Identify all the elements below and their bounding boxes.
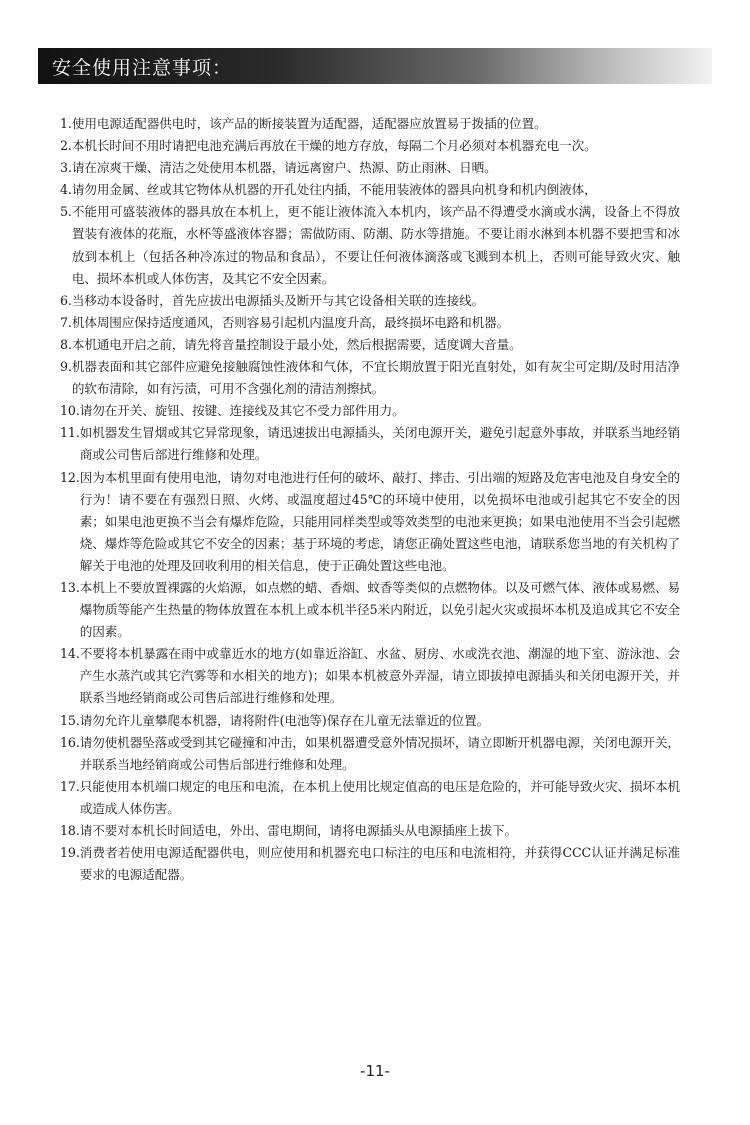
item-text: 只能使用本机端口规定的电压和电流，在本机上使用比规定值高的电压是危险的，并可能导致火灾、损坏本机或造成人体伤害。 — [79, 778, 680, 816]
item-number: 8. — [60, 336, 72, 352]
list-item — [60, 842, 680, 886]
list-item — [60, 312, 680, 334]
item-text: 不要将本机暴露在雨中或靠近水的地方(如靠近浴缸、水盆、厨房、水或洗衣池、潮湿的地下室、游泳池、会产生水蒸汽或其它汽雾等和水相关的地方)；如果本机被意外弄湿，请立即拔掉电源插头和关闭电源开关，并联系当地经销商或公司售后部进行维修和处理。 — [79, 646, 680, 706]
item-number: 2. — [60, 138, 72, 154]
list-item — [60, 400, 680, 422]
section-title: 安全使用注意事项： — [52, 56, 233, 79]
item-number: 3. — [60, 160, 72, 176]
item-number: 13. — [60, 579, 80, 595]
item-text: 请勿在开关、旋钮、按键、连接线及其它不受力部件用力。 — [79, 403, 405, 419]
list-item — [60, 776, 680, 820]
item-number: 12. — [60, 469, 80, 485]
list-item — [60, 113, 680, 135]
list-item — [60, 422, 680, 466]
item-text: 本机长时间不用时请把电池充满后再放在干燥的地方存放，每隔二个月必须对本机器充电一次。 — [71, 138, 597, 154]
item-text: 因为本机里面有使用电池，请勿对电池进行任何的破坏、敲打、摔击、引出端的短路及危害电池及自身安全的行为！请不要在有强烈日照、火烤、或温度超过45℃的环境中使用，以免损坏电池或引起其它不安全的因素；如果电池更换不当会有爆炸危险，只能用同样类型或等效类型的电池来更换；如果电池使用不当会引起燃烧、爆炸等危险或其它不安全的因素；基于环境的考虑，请您正确处置这些电池，请联系您当地的有关机构了解关于电池的处理及回收利用的相关信息，使于正确处置这些电池。 — [79, 469, 680, 573]
item-number: 14. — [60, 646, 80, 662]
list-item — [60, 732, 680, 776]
item-text: 机器表面和其它部件应避免接触腐蚀性液体和气体，不宜长期放置于阳光直射处，如有灰尘可定期/及时用洁净的软布清除，如有污渍，可用不含强化剂的清洁剂擦拭。 — [71, 359, 680, 397]
item-number: 10. — [60, 403, 80, 419]
list-item — [60, 290, 680, 312]
item-text: 机体周围应保持适度通风，否则容易引起机内温度升高，最终损坏电路和机器。 — [71, 314, 510, 330]
page-number: -11- — [360, 1062, 390, 1080]
item-number: 9. — [60, 359, 72, 375]
list-item — [60, 577, 680, 643]
list-item — [60, 135, 680, 157]
item-number: 5. — [60, 204, 72, 220]
list-item — [60, 334, 680, 356]
list-item — [60, 179, 680, 201]
list-item — [60, 820, 680, 842]
item-number: 1. — [60, 116, 72, 131]
list-item — [60, 467, 680, 577]
list-item — [60, 643, 680, 709]
item-text: 请勿用金属、丝或其它物体从机器的开孔处往内插，不能用装液体的器具向机身和机内倒液体， — [71, 182, 597, 198]
item-text: 请勿使机器坠落或受到其它碰撞和冲击，如果机器遭受意外情况损坏，请立即断开机器电源，关闭电源开关，并联系当地经销商或公司售后部进行维修和处理。 — [79, 734, 680, 772]
item-text: 如机器发生冒烟或其它异常现象，请迅速拔出电源插头，关闭电源开关，避免引起意外事故，并联系当地经销商或公司售后部进行维修和处理。 — [79, 425, 680, 463]
item-number: 7. — [60, 314, 72, 330]
item-number: 19. — [60, 845, 80, 861]
section-header-bar — [38, 48, 712, 84]
list-item — [60, 710, 680, 732]
item-text: 本机通电开启之前，请先将音量控制设于最小处，然后根据需要，适度调大音量。 — [71, 336, 522, 352]
item-text: 不能用可盛装液体的器具放在本机上，更不能让液体流入本机内，该产品不得遭受水滴或水满，设备上不得放置装有液体的花瓶，水杯等盛液体容器；需做防雨、防潮、防水等措施。不要让雨水淋到本机器不要把雪和冰放到本机上（包括各种冷冻过的物品和食品），不要让任何液体滴落或飞溅到本机上，否则可能导致火灾、触电、损坏本机或人体伤害，及其它不安全因素。 — [71, 204, 680, 286]
list-item — [60, 157, 680, 179]
item-text: 请在凉爽干燥、清洁之处使用本机器，请远离窗户、热源、防止雨淋、日晒。 — [71, 160, 497, 176]
item-text: 消费者若使用电源适配器供电，则应使用和机器充电口标注的电压和电流相符，并获得CCC认证并满足标准要求的电源适配器。 — [79, 845, 680, 883]
item-number: 16. — [60, 734, 80, 750]
item-text: 当移动本设备时，首先应拔出电源插头及断开与其它设备相关联的连接线。 — [71, 292, 485, 308]
item-text: 请不要对本机长时间适电，外出、雷电期间，请将电源插头从电源插座上拔下。 — [79, 823, 518, 838]
item-number: 15. — [60, 712, 80, 728]
list-item — [60, 201, 680, 289]
list-item — [60, 356, 680, 400]
item-number: 18. — [60, 823, 80, 838]
item-number: 6. — [60, 292, 72, 308]
item-text: 请勿允许儿童攀爬本机器，请将附件(电池等)保存在儿童无法靠近的位置。 — [79, 712, 490, 728]
item-number: 11. — [60, 425, 80, 441]
safety-notes-list — [60, 113, 680, 886]
item-text: 使用电源适配器供电时，该产品的断接装置为适配器，适配器应放置易于拨插的位置。 — [71, 116, 547, 131]
item-number: 4. — [60, 182, 72, 198]
item-number: 17. — [60, 778, 80, 794]
item-text: 本机上不要放置裸露的火焰源，如点燃的蜡、香烟、蚊香等类似的点燃物体。以及可燃气体、液体或易燃、易爆物质等能产生热量的物体放置在本机上或本机半径5米内附近，以免引起火灾或损坏本机及追成其它不安全的因素。 — [79, 579, 680, 640]
